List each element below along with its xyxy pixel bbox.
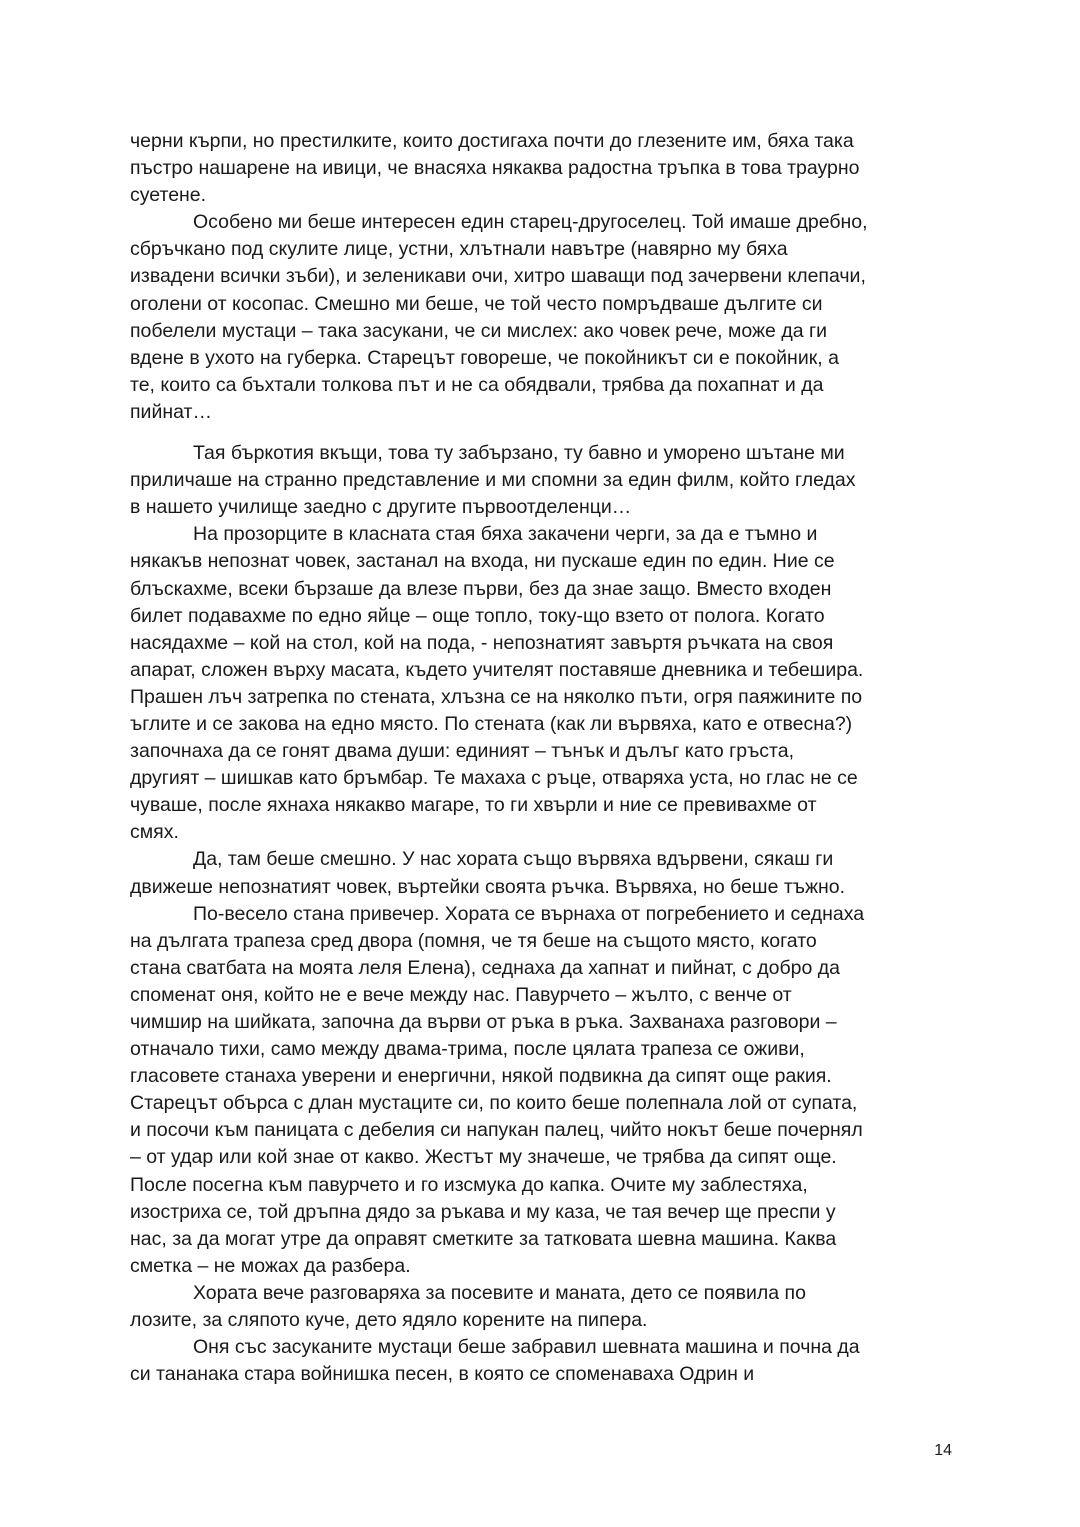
text-line: на дългата трапеза сред двора (помня, че тя беше на същото място, когато [130, 929, 817, 952]
text-line: другият – шишкав като бръмбар. Те махаха с ръце, отваряха уста, но глас не се [130, 767, 858, 790]
paragraph-first-line: По-весело стана привечер. Хората се върнаха от погребението и седнаха [193, 902, 865, 925]
text-line: приличаше на странно представление и ми спомни за един филм, който гледах [130, 469, 856, 492]
text-line: насядахме – кой на стол, кой на пода, - непознатият завъртя ръчката на своя [130, 631, 834, 654]
text-line: и посочи към паницата с дебелия си напукан палец, чийто нокът беше почернял [130, 1119, 863, 1142]
text-line: блъскахме, всеки бързаше да влезе първи, без да знае защо. Вместо входен [130, 577, 832, 600]
text-line: пъстро нашарене на ивици, че внасяха някаква радостна тръпка в това траурно [130, 157, 860, 180]
text-line: побелели мустаци – така засукани, че си мислех: ако човек рече, може да ги [130, 319, 827, 342]
text-line: После посегна към павурчето и го изсмука до капка. Очите му заблестяха, [130, 1173, 808, 1196]
text-line: Прашен лъч затрепка по стената, хлъзна се на няколко пъти, огря паяжините по [130, 685, 863, 708]
text-line: черни кърпи, но престилките, които достигаха почти до глезените им, бяха така [130, 130, 854, 152]
paragraph-first-line: Да, там беше смешно. У нас хората също вървяха вдървени, сякаш ги [193, 848, 834, 871]
text-line: гласовете станаха уверени и енергични, някой подвикна да сипят още ракия. [130, 1065, 832, 1088]
text-line: – от удар или кой знае от какво. Жестът му значеше, че трябва да сипят още. [130, 1146, 837, 1169]
text-line: в нашето училище заедно с другите първоотделенци… [130, 496, 632, 519]
text-line: чуваше, после яхнаха някакво магаре, то ги хвърли и ние се превивахме от [130, 794, 817, 817]
text-line: оголени от косопас. Смешно ми беше, че той често помръдваше дългите си [130, 292, 823, 315]
text-line: те, които са бъхтали толкова път и не са обядвали, трябва да похапнат и да [130, 373, 824, 396]
text-line: вдене в ухото на губерка. Старецът говореше, че покойникът си е покойник, а [130, 346, 839, 369]
text-line: извадени всички зъби), и зеленикави очи, хитро шаващи под зачервени клепачи, [130, 265, 866, 288]
text-line: нас, за да могат утре да оправят сметките за татковата шевна машина. Каква [130, 1227, 837, 1250]
paragraph-first-line: На прозорците в класната стая бяха закачени черги, за да е тъмно и [193, 523, 818, 546]
text-line: суетене. [130, 184, 207, 207]
body-text [130, 128, 952, 1388]
text-line: някакъв непознат човек, застанал на входа, ни пускаше един по един. Ние се [130, 550, 835, 573]
text-line: ъглите и се закова на едно място. По стената (как ли вървяха, като е отвесна?) [130, 712, 853, 735]
text-line: сметка – не можах да разбера. [130, 1254, 411, 1277]
text-line: си тананака стара войнишка песен, в която се споменаваха Одрин и [130, 1363, 755, 1386]
text-line: пийнат… [130, 400, 212, 423]
paragraph-first-line: Оня със засуканите мустаци беше забравил шевната машина и почна да [193, 1336, 860, 1359]
page-number: 14 [934, 1442, 952, 1459]
text-line: смях. [130, 821, 179, 844]
text-line: апарат, сложен върху масата, където учителят поставяше дневника и тебешира. [130, 658, 864, 681]
text-line: отначало тихи, само между двама-трима, после цялата трапеза се оживи, [130, 1038, 805, 1061]
text-line: лозите, за сляпото куче, дето ядяло корените на пипера. [130, 1309, 648, 1332]
text-line: чимшир на шийката, започна да върви от ръка в ръка. Захванаха разговори – [130, 1011, 837, 1033]
paragraph-first-line: Тая бъркотия вкъщи, това ту забързано, ту бавно и уморено шътане ми [193, 442, 845, 465]
text-line: споменат оня, който не е вече между нас. Павурчето – жълто, с венче от [130, 983, 792, 1006]
text-line: сбръчкано под скулите лице, устни, хлътнали навътре (навярно му бяха [130, 238, 788, 261]
paragraph-first-line: Особено ми беше интересен един старец-другоселец. Той имаше дребно, [193, 211, 868, 234]
text-line: движеше непознатият човек, въртейки своята ръчка. Вървяха, но беше тъжно. [130, 875, 846, 898]
text-line: започнаха да се гонят двама души: единият – тънък и дълъг като гръста, [130, 740, 795, 763]
text-line: изостриха се, той дръпна дядо за ръкава и му каза, че тая вечер ще преспи у [130, 1200, 836, 1223]
text-line: билет подавахме по едно яйце – още топло, току-що взето от полога. Когато [130, 604, 825, 627]
text-line: стана сватбата на моята леля Елена), седнаха да хапнат и пийнат, с добро да [130, 956, 841, 979]
paragraph-first-line: Хората вече разговаряха за посевите и маната, дето се появила по [193, 1281, 806, 1304]
text-line: Старецът обърса с длан мустаците си, по които беше полепнала лой от супата, [130, 1092, 858, 1115]
